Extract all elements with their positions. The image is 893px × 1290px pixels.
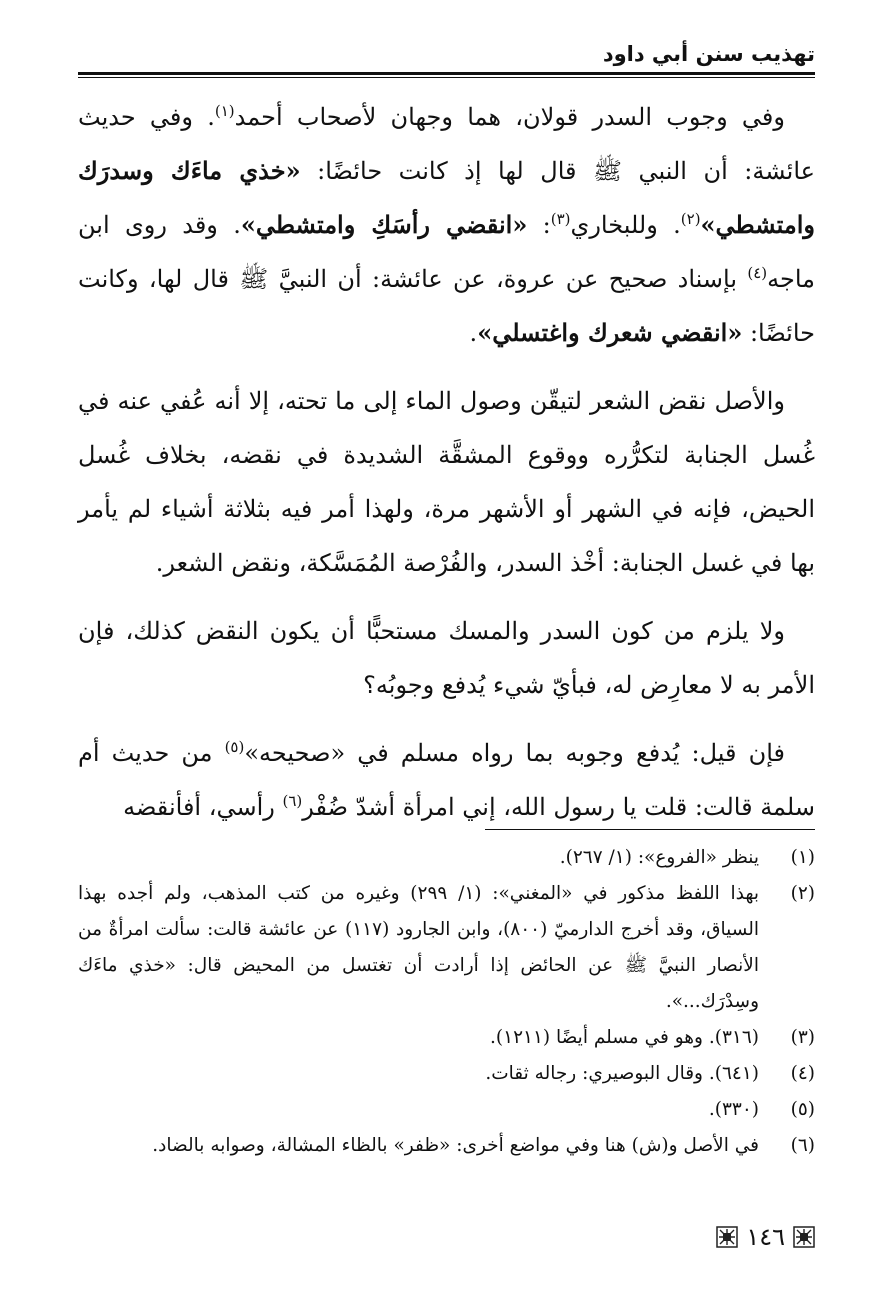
hadith-quote-1: «خذي ماءَك وسدرَك وامتشطي» bbox=[78, 156, 816, 239]
footnote-number: (١) bbox=[790, 847, 815, 868]
header-rule-thick bbox=[78, 72, 815, 75]
running-header bbox=[78, 38, 815, 78]
footnote-6 bbox=[78, 1128, 815, 1164]
text-run: فإن قيل: يُدفع وجوبه بما رواه مسلم في «صحيحه» bbox=[244, 739, 786, 767]
text-run: . وقد روى ابن ماجه bbox=[78, 211, 815, 293]
footnote-ref-6[interactable]: (٦) bbox=[282, 792, 303, 810]
footnote-text: (٣١٦). وهو في مسلم أيضًا (١٢١١). bbox=[490, 1027, 759, 1048]
text-run: . وللبخاري bbox=[570, 211, 681, 239]
hadith-quote-2: «انقضي رأسَكِ وامتشطي» bbox=[240, 210, 528, 239]
footnote-number: (٣) bbox=[790, 1027, 815, 1048]
hadith-quote-3: «انقضي شعرك واغتسلي» bbox=[477, 318, 743, 347]
footnote-3 bbox=[78, 1020, 815, 1056]
footnote-ref-3[interactable]: (٣) bbox=[550, 210, 571, 228]
main-text bbox=[78, 90, 815, 848]
text-run: من حديث أم سلمة قالت: قلت يا رسول الله، إني امرأة أشدّ ضُفْر bbox=[78, 739, 815, 821]
text-run: . وفي حديث عائشة: أن النبي ﷺ قال لها إذ كانت حائضًا: bbox=[78, 103, 815, 185]
footnote-1 bbox=[78, 840, 815, 876]
footnote-2 bbox=[78, 876, 815, 1020]
footnote-4 bbox=[78, 1056, 815, 1092]
footnote-text: (٣٣٠). bbox=[708, 1099, 759, 1120]
book-title: تهذيب سنن أبي داود bbox=[602, 42, 815, 66]
paragraph-3: ولا يلزم من كون السدر والمسك مستحبًّا أن يكون النقض كذلك، فإن الأمر به لا معارِض له، فبأيّ شيء يُدفع وجوبُه؟ bbox=[78, 617, 815, 699]
footnote-ref-5[interactable]: (٥) bbox=[224, 738, 245, 756]
text-run: وفي وجوب السدر قولان، هما وجهان لأصحاب أحمد bbox=[234, 103, 785, 131]
footnote-ref-2[interactable]: (٢) bbox=[680, 210, 701, 228]
ornament-icon bbox=[793, 1226, 815, 1248]
text-run: : bbox=[527, 211, 551, 239]
footnote-text: بهذا اللفظ مذكور في «المغني»: (١/ ٢٩٩) وغيره من كتب المذهب، ولم أجده بهذا السياق، وقد أخرج الدارميّ (٨٠٠)، وابن الجارود (١١٧) عن عائشة قالت: سألت امرأةٌ من الأنصار النبيَّ ﷺ عن الحائض إذا أرادت أن تغتسل من المحيض قال: «خذي ماءَك وسِدْرَك...». bbox=[78, 883, 759, 1012]
footnote-number: (٢) bbox=[790, 883, 815, 904]
footnote-ref-4[interactable]: (٤) bbox=[747, 264, 768, 282]
text-run: . bbox=[469, 319, 478, 347]
footnote-text: ينظر «الفروع»: (١/ ٢٦٧). bbox=[559, 847, 759, 868]
page-footer bbox=[716, 1222, 815, 1252]
footnotes bbox=[78, 840, 815, 1164]
text-run: بإسناد صحيح عن عروة، عن عائشة: أن النبيَّ ﷺ قال لها، وكانت حائضًا: bbox=[78, 265, 815, 347]
footnote-number: (٦) bbox=[790, 1135, 815, 1156]
footnote-text: في الأصل و(ش) هنا وفي مواضع أخرى: «ظفر» بالظاء المشالة، وصوابه بالضاد. bbox=[152, 1135, 759, 1156]
paragraph-4 bbox=[78, 726, 815, 834]
paragraph-1 bbox=[78, 90, 815, 360]
footnote-ref-1[interactable]: (١) bbox=[214, 102, 235, 120]
footnote-5 bbox=[78, 1092, 815, 1128]
text-run: رأسي، أفأنقضه bbox=[123, 793, 283, 821]
paragraph-2: والأصل نقض الشعر لتيقّن وصول الماء إلى ما تحته، إلا أنه عُفي عنه في غُسل الجنابة لتكرُّره ووقوع المشقَّة الشديدة في نقضه، بخلاف غُسل الحيض، فإنه في الشهر أو الأشهر مرة، ولهذا أمر فيه بثلاثة أشياء لم يأمر بها في غسل الجنابة: أخْذ السدر، والفُرْصة المُمَسَّكة، ونقض الشعر. bbox=[78, 387, 815, 577]
page-number: ١٤٦ bbox=[746, 1223, 785, 1251]
footnote-separator bbox=[485, 829, 815, 830]
ornament-icon bbox=[716, 1226, 738, 1248]
footnote-number: (٥) bbox=[790, 1099, 815, 1120]
header-rule-thin bbox=[78, 77, 815, 78]
footnote-number: (٤) bbox=[790, 1063, 815, 1084]
footnote-text: (٦٤١). وقال البوصيري: رجاله ثقات. bbox=[485, 1063, 759, 1084]
